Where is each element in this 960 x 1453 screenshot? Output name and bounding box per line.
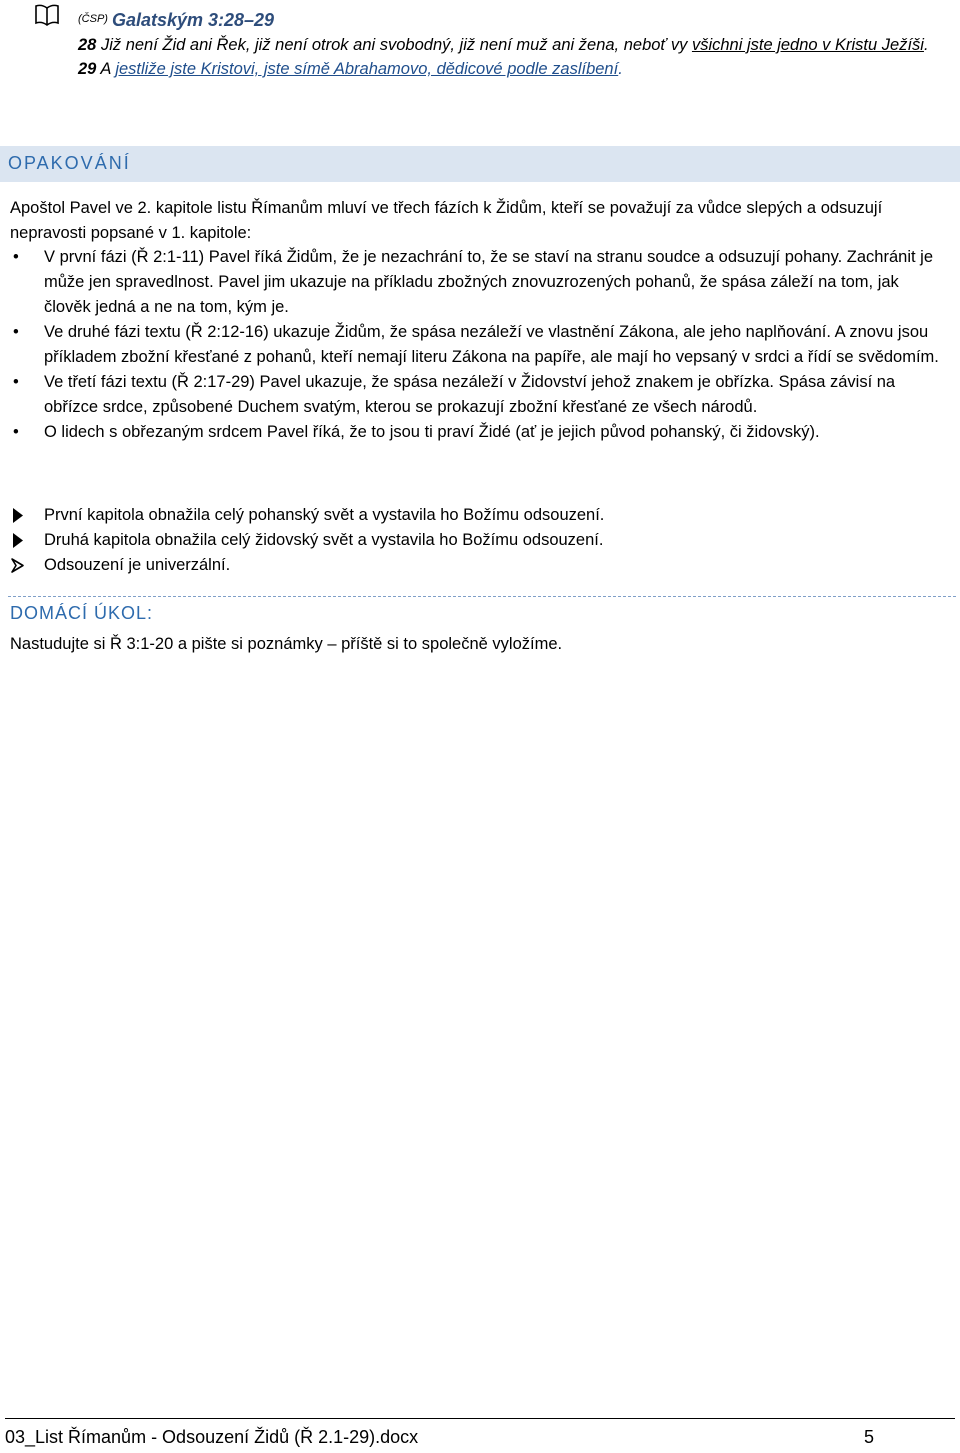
list-item	[0, 528, 950, 553]
bullet-marker: •	[13, 423, 19, 441]
verse-29-text: A	[96, 60, 116, 78]
homework-title: DOMÁCÍ ÚKOL:	[10, 603, 154, 623]
footer-rule	[5, 1418, 955, 1419]
verse-reference: Galatským 3:28–29	[111, 10, 275, 30]
triangle-right-icon	[10, 528, 26, 553]
verse-28-underlined: všichni jste jedno v Kristu Ježíši	[691, 36, 924, 54]
verse-29-end: .	[618, 60, 623, 78]
verse-28-text: Již není Žid ani Řek, již není otrok ani svobodný, již není muž ani žena, neboť vy	[96, 36, 692, 54]
verse-number-28: 28	[78, 36, 97, 54]
list-item	[0, 245, 950, 320]
open-book-icon	[34, 3, 60, 27]
section-title: OPAKOVÁNÍ	[8, 153, 131, 173]
verse-text	[78, 33, 950, 81]
footer-filename: 03_List Římanům - Odsouzení Židů (Ř 2.1-29).docx	[5, 1427, 419, 1447]
intro-paragraph: Apoštol Pavel ve 2. kapitole listu Římanům mluví ve třech fázích k Židům, kteří se považují za vůdce slepých a odsuzují nepravosti popsané v 1. kapitole:	[10, 199, 883, 242]
chevron-arrow-icon	[10, 553, 26, 578]
homework-text: Nastudujte si Ř 3:1-20 a pište si poznámky – příště si to společně vyložíme.	[10, 635, 563, 653]
conclusion-text: První kapitola obnažila celý pohanský svět a vystavila ho Božímu odsouzení.	[44, 506, 605, 524]
verse-number-29: 29	[78, 60, 97, 78]
list-item	[0, 553, 950, 578]
bullet-marker: •	[13, 323, 19, 341]
bullet-marker: •	[13, 248, 19, 266]
list-item	[0, 420, 950, 445]
conclusion-list	[0, 503, 950, 578]
verse-header	[78, 8, 950, 33]
verse-28-end: .	[923, 36, 929, 54]
bullet-marker: •	[13, 373, 19, 391]
list-item-text: O lidech s obřezaným srdcem Pavel říká, že to jsou ti praví Židé (ať je jejich původ pohanský, či židovský).	[44, 423, 820, 441]
page-number: 5	[864, 1427, 875, 1447]
list-item-text: V první fázi (Ř 2:1-11) Pavel říká Židům, že je nezachrání to, že se staví na stranu soudce a odsuzují pohany. Zachránit je může jen spravedlnost. Pavel jim ukazuje na příkladu zbožných znovuzrozených pohanů, že spása záleží na tom, jak člověk jedná a ne na tom, kým je.	[44, 248, 934, 316]
list-item	[0, 503, 950, 528]
conclusion-text: Druhá kapitola obnažila celý židovský svět a vystavila ho Božímu odsouzení.	[44, 531, 604, 549]
list-item	[0, 320, 950, 370]
conclusion-text: Odsouzení je univerzální.	[44, 556, 231, 574]
verse-29-underlined: jestliže jste Kristovi, jste símě Abrahamovo, dědicové podle zaslíbení	[115, 60, 619, 78]
list-item	[0, 370, 950, 420]
bullet-list	[0, 245, 950, 445]
bible-verse-block	[78, 8, 950, 81]
section-heading-band	[0, 146, 960, 182]
section-divider	[8, 596, 956, 597]
list-item-text: Ve druhé fázi textu (Ř 2:12-16) ukazuje Židům, že spása nezáleží ve vlastnění Zákona, ale jeho naplňování. A znovu jsou příkladem zbožní křesťané z pohanů, kteří nemají literu Zákona na papíře, ale mají ho vepsaný v srdci a řídí se svědomím.	[44, 323, 939, 366]
triangle-right-icon	[10, 503, 26, 528]
list-item-text: Ve třetí fázi textu (Ř 2:17-29) Pavel ukazuje, že spása nezáleží v Židovství jehož znakem je obřízka. Spása závisí na obřízce srdce, způsobené Duchem svatým, kterou se prokazují zbožní křesťané ze všech národů.	[44, 373, 896, 416]
translation-tag: (ČSP)	[78, 13, 108, 25]
